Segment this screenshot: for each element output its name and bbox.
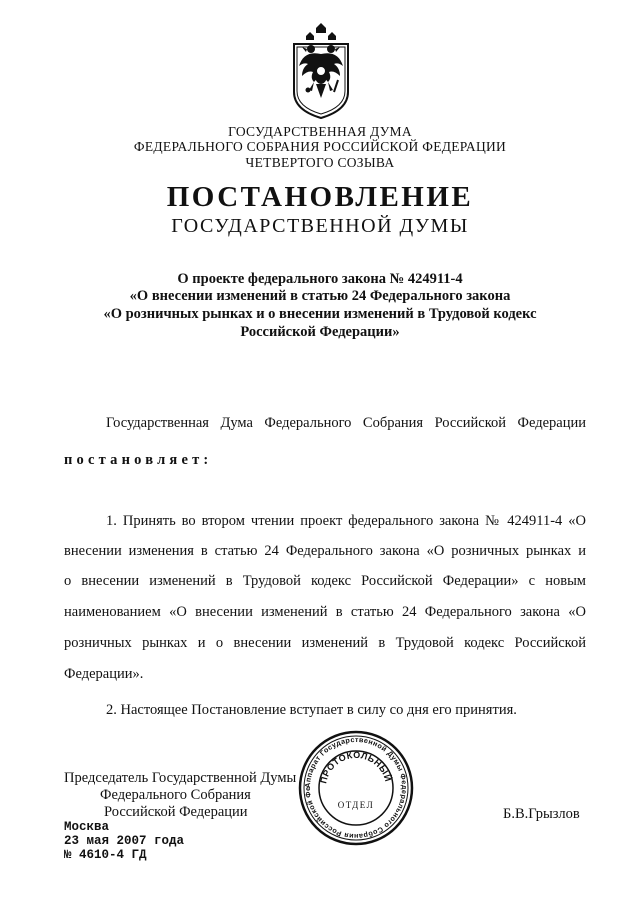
document-type-title: ПОСТАНОВЛЕНИЕ (166, 181, 474, 213)
header-line-convocation: ЧЕТВЕРТОГО СОЗЫВА (245, 155, 395, 170)
paragraph-1-line-4: наименованием «О внесении изменений в статью 24 Федерального закона «О (64, 604, 586, 620)
svg-text:ПРОТОКОЛЬНЫЙ (318, 750, 394, 785)
double-headed-eagle-icon (290, 22, 352, 122)
paragraph-2: 2. Настоящее Постановление вступает в силу со дня его принятия. (106, 702, 517, 718)
preamble-text: Государственная Дума Федерального Собрания Российской Федерации (106, 415, 586, 431)
stamp-seal-icon (296, 728, 416, 848)
signatory-position-line-3: Российской Федерации (104, 804, 248, 820)
paragraph-1-line-5: розничных рынках и о внесении изменений в Трудовой кодекс Российской (64, 635, 586, 651)
subject-line-1: О проекте федерального закона № 424911-4 (177, 271, 463, 287)
header-line-duma: ГОСУДАРСТВЕННАЯ ДУМА (228, 124, 412, 139)
paragraph-1-line-2: внесении изменения в статью 24 Федерального закона «О розничных рынках и (64, 543, 586, 559)
document-issuer-title: ГОСУДАРСТВЕННОЙ ДУМЫ (171, 215, 469, 237)
subject-line-2: «О внесении изменений в статью 24 Федерального закона (129, 288, 511, 304)
signatory-position-line-2: Федерального Собрания (100, 787, 251, 803)
protocol-department-stamp (296, 728, 416, 848)
signatory-position-line-1: Председатель Государственной Думы (64, 770, 297, 786)
paragraph-1-line-1: 1. Принять во втором чтении проект федерального закона № 424911-4 «О (106, 513, 586, 529)
decrees-word: постановляет: (64, 452, 213, 468)
paragraph-1-line-6: Федерации». (64, 666, 144, 682)
subject-line-4: Российской Федерации» (240, 324, 400, 340)
signatory-position (64, 770, 296, 821)
document-meta (64, 820, 184, 862)
coat-of-arms-emblem (290, 22, 352, 122)
meta-city: Москва (64, 820, 110, 834)
meta-date: 23 мая 2007 года (64, 834, 185, 848)
stamp-center-top: ПРОТОКОЛЬНЫЙ (318, 749, 394, 785)
stamp-center-bottom: ОТДЕЛ (337, 800, 375, 810)
paragraph-1-line-3: о внесении изменений в Трудовой кодекс Российской Федерации» с новым (64, 573, 586, 589)
subject-line-3: «О розничных рынках и о внесении изменений в Трудовой кодекс (103, 306, 537, 322)
meta-number: № 4610-4 ГД (64, 848, 147, 862)
stamp-ring-text: Аппарат Государственной Думы Федерального Собрания Российской Фе (302, 734, 410, 842)
header-line-federal-assembly: ФЕДЕРАЛЬНОГО СОБРАНИЯ РОССИЙСКОЙ ФЕДЕРАЦИИ (133, 139, 507, 154)
signatory-name: Б.В.Грызлов (503, 806, 580, 822)
